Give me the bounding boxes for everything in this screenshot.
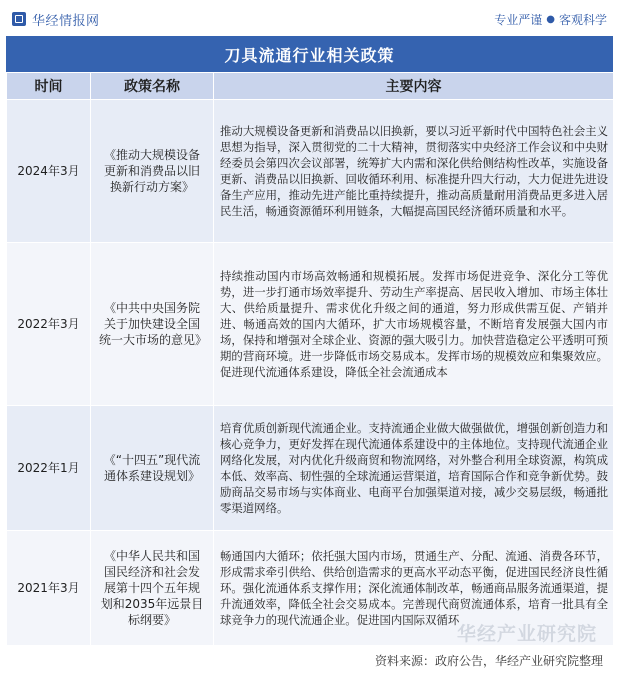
watermark: 华经产业研究院 (456, 623, 597, 645)
cell-content: 畅通国内大循环；依托强大国内市场，贯通生产、分配、流通、消费各环节，形成需求牵引供给、供给创造需求的更高水平动态平衡，促进国民经济良性循环。强化流通体系支撑作用；深化流通体制改革，畅通商品服务流通渠道，提升流通效率，降低全社会交易成本。完善现代商贸流通体系，培育一批具有全球竞争力的现代流通企业。促进国内国际双循环 (214, 531, 614, 646)
logo (12, 10, 100, 28)
logo-icon (12, 12, 26, 26)
logo-text: 华经情报网 (32, 13, 100, 29)
cell-time: 2024年3月 (7, 100, 91, 243)
column-header-content: 主要内容 (214, 73, 614, 100)
cell-content: 培育优质创新现代流通企业。支持流通企业做大做强做优，增强创新创造力和核心竞争力，更好发挥在现代流通体系建设中的主体地位。支持现代流通企业网络化发展，对内优化升级商贸和物流网络，对外整合利用全球资源，构筑成本低、效率高、韧性强的全球流通运营渠道，培育国际合作和竞争新优势。鼓励商品交易市场与实体商业、电商平台加强渠道对接，减少交易层级，畅通批零渠道网络。 (214, 406, 614, 531)
page-title: 刀具流通行业相关政策 (6, 36, 613, 72)
cell-time: 2022年1月 (7, 406, 91, 531)
cell-policy-name: 《中华人民共和国国民经济和社会发展第十四个五年规划和2035年远景目标纲要》 (91, 531, 214, 646)
table-header-row (7, 73, 614, 100)
policy-table (6, 72, 614, 646)
slogan-right: 客观科学 (558, 13, 607, 27)
cell-policy-name: 《推动大规模设备更新和消费品以旧换新行动方案》 (91, 100, 214, 243)
footer (0, 646, 619, 676)
top-bar (0, 0, 619, 36)
column-header-time: 时间 (7, 73, 91, 100)
table-row (7, 406, 614, 531)
bullet-icon: ● (546, 14, 555, 25)
slogan (494, 11, 607, 28)
cell-time: 2021年3月 (7, 531, 91, 646)
cell-time: 2022年3月 (7, 243, 91, 406)
slogan-left: 专业严谨 (494, 13, 543, 27)
column-header-policy-name: 政策名称 (91, 73, 214, 100)
source-note: 资料来源：政府公告，华经产业研究院整理 (374, 654, 603, 668)
table-row (7, 100, 614, 243)
cell-policy-name: 《中共中央国务院关于加快建设全国统一大市场的意见》 (91, 243, 214, 406)
cell-content: 推动大规模设备更新和消费品以旧换新，要以习近平新时代中国特色社会主义思想为指导，深入贯彻党的二十大精神，贯彻落实中央经济工作会议和中央财经委员会第四次会议部署，统筹扩大内需和深化供给侧结构性改革，实施设备更新、消费品以旧换新、回收循环利用、标准提升四大行动，大力促进先进设备生产应用，推动先进产能比重持续提升，推动高质量耐用消费品更多进入居民生活，畅通资源循环利用链条，大幅提高国民经济循环质量和水平。 (214, 100, 614, 243)
cell-content: 持续推动国内市场高效畅通和规模拓展。发挥市场促进竞争、深化分工等优势，进一步打通市场效率提升、劳动生产率提高、居民收入增加、市场主体壮大、供给质量提升、需求优化升级之间的通道，努力形成供需互促、产销并进、畅通高效的国内大循环，扩大市场规模容量，不断培育发展强大国内市场，保持和增强对全球企业、资源的强大吸引力。加快营造稳定公平透明可预期的营商环境。进一步降低市场交易成本。发挥市场的规模效应和集聚效应。促进现代流通体系建设，降低全社会流通成本 (214, 243, 614, 406)
cell-policy-name: 《“十四五”现代流通体系建设规划》 (91, 406, 214, 531)
table-row (7, 243, 614, 406)
